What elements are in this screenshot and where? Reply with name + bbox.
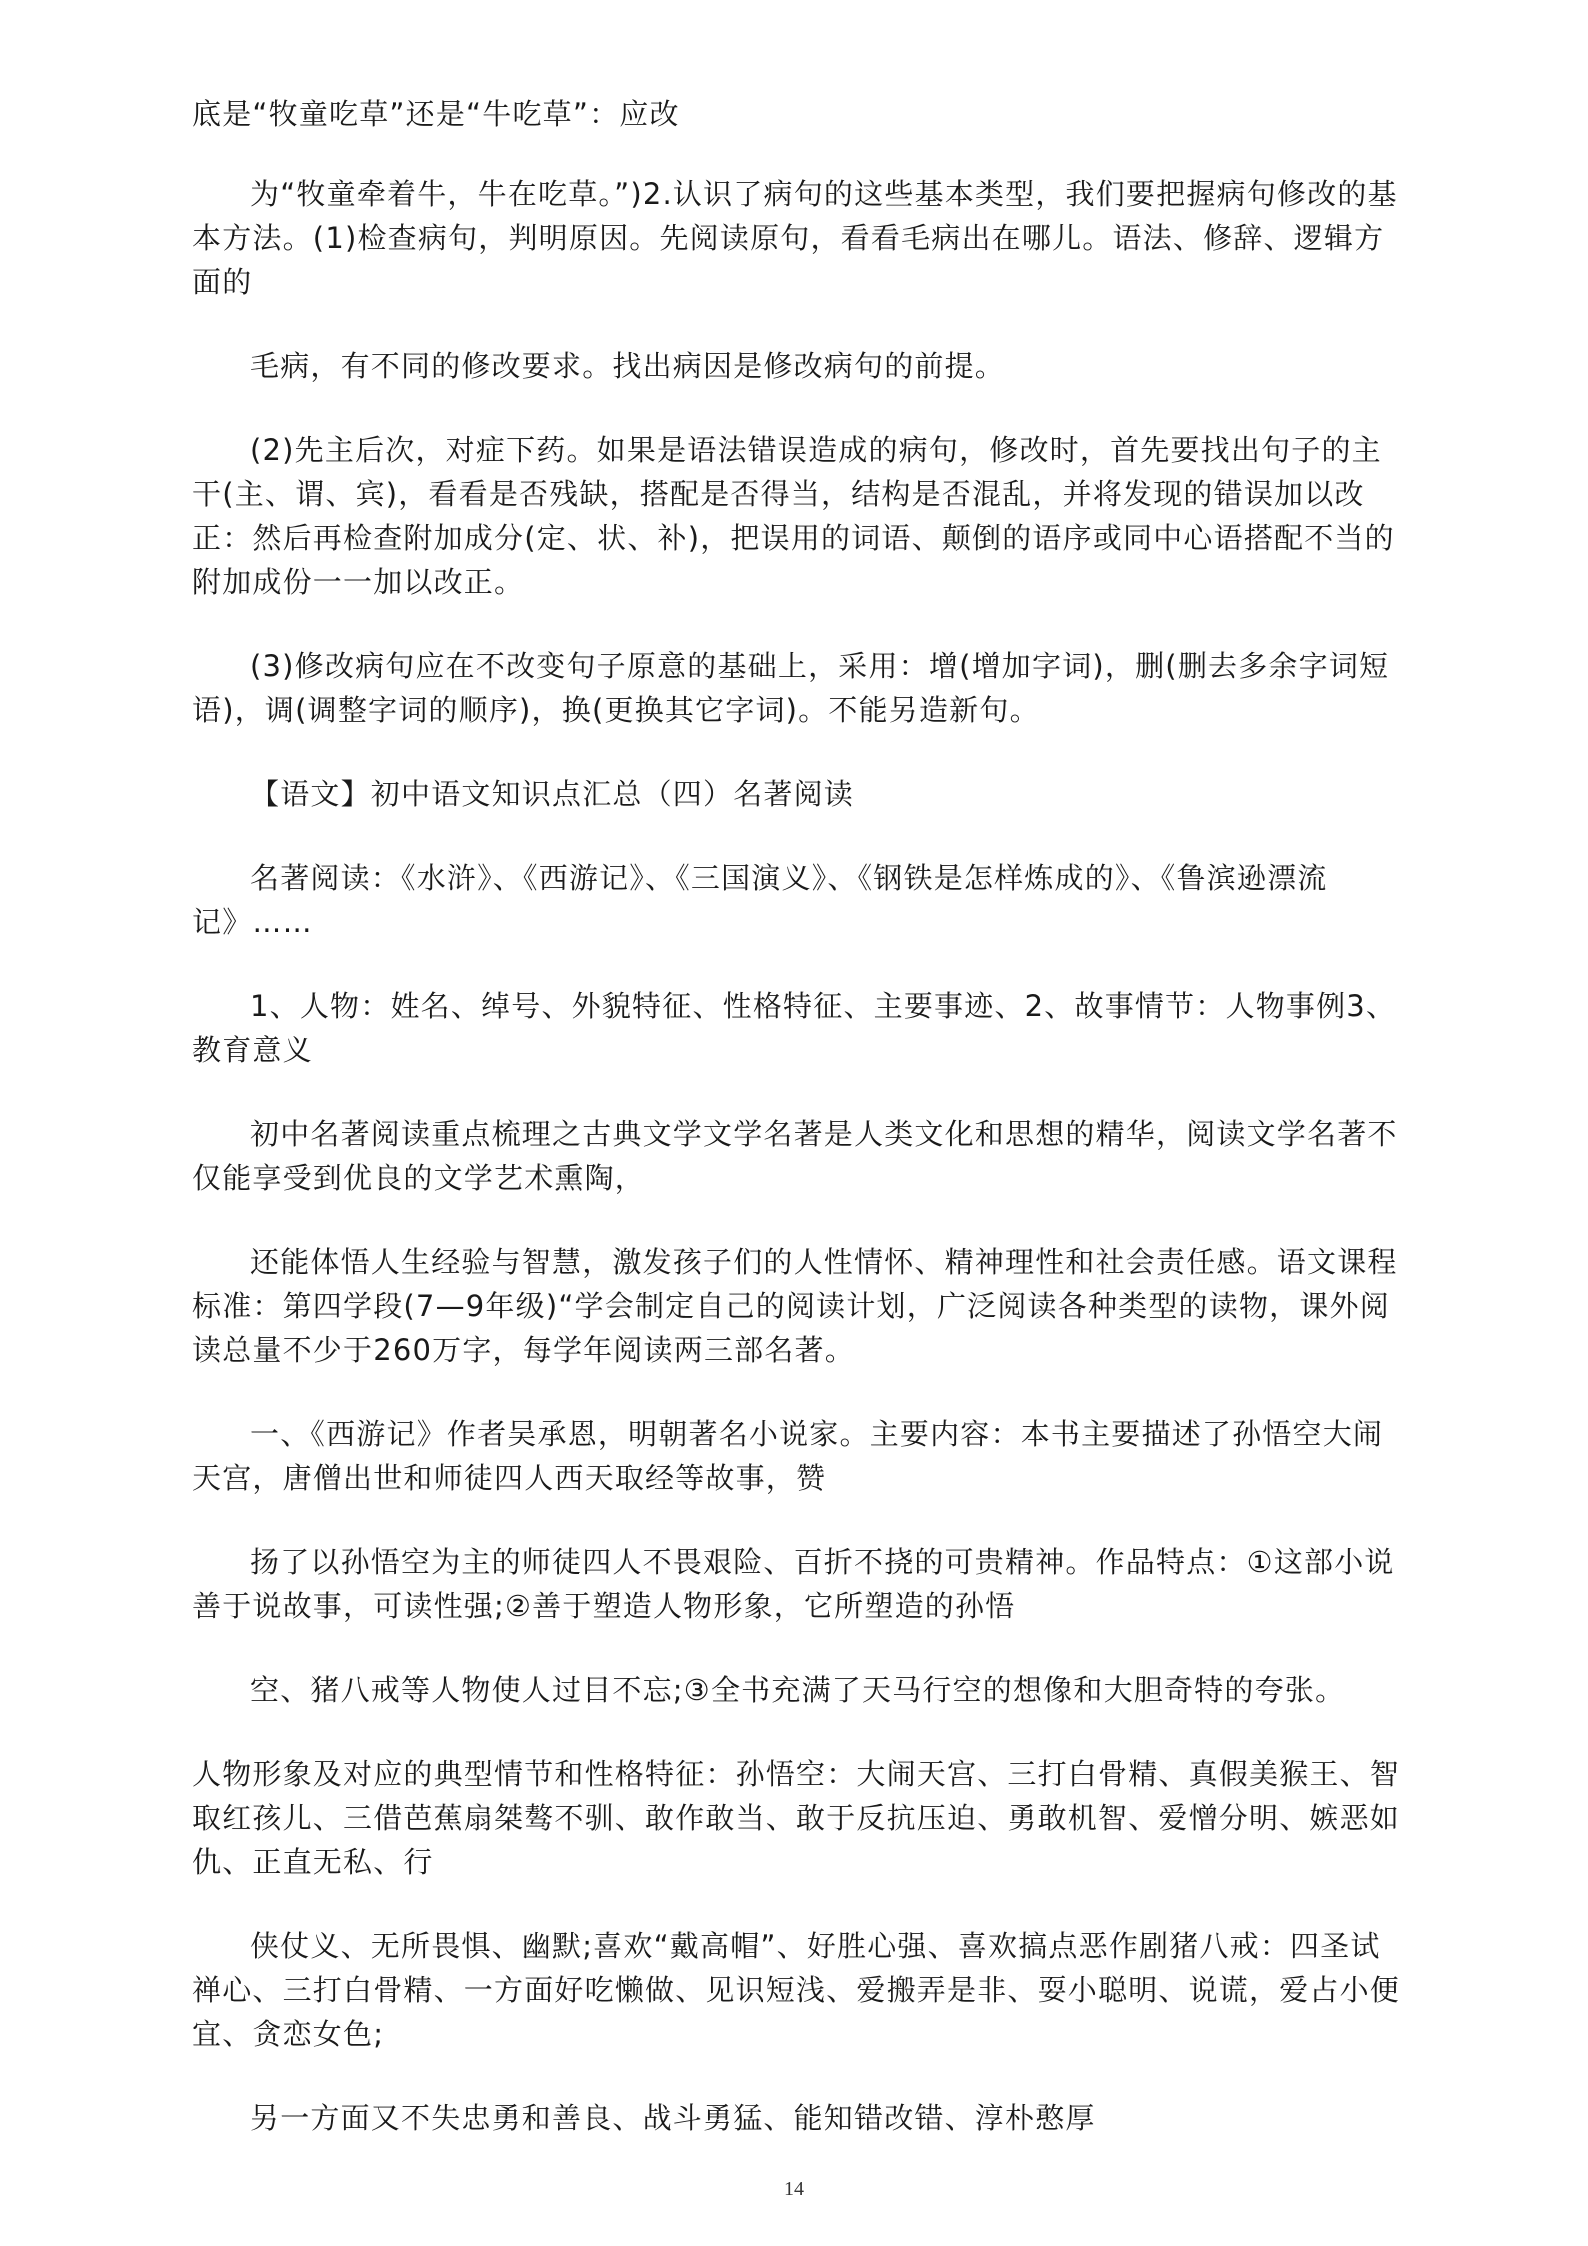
paragraph-8: 1、人物：姓名、绰号、外貌特征、性格特征、主要事迹、2、故事情节：人物事例3、教育意义: [192, 989, 1397, 1067]
paragraph-13: 空、猪八戒等人物使人过目不忘;③全书充满了天马行空的想像和大胆奇特的夸张。: [250, 1673, 1346, 1707]
page-number: 14: [784, 2178, 804, 2200]
paragraph-1: 底是“牧童吃草”还是“牛吃草”：应改: [192, 97, 680, 131]
paragraph-5: (3)修改病句应在不改变句子原意的基础上，采用：增(增加字词)，删(删去多余字词短语)，调(调整字词的顺序)，换(更换其它字词)。不能另造新句。: [192, 649, 1390, 727]
document-body: [192, 92, 1407, 2180]
paragraph-3: 毛病，有不同的修改要求。找出病因是修改病句的前提。: [250, 349, 1006, 383]
paragraph-9: 初中名著阅读重点梳理之古典文学文学名著是人类文化和思想的精华，阅读文学名著不仅能享受到优良的文学艺术熏陶，: [192, 1117, 1398, 1195]
paragraph-14: 人物形象及对应的典型情节和性格特征：孙悟空：大闹天宫、三打白骨精、真假美猴王、智取红孩儿、三借芭蕉扇桀骜不驯、敢作敢当、敢于反抗压迫、勇敢机智、爱憎分明、嫉恶如仇、正直无私、行: [192, 1757, 1401, 1879]
paragraph-2: 为“牧童牵着牛，牛在吃草。”)2.认识了病句的这些基本类型，我们要把握病句修改的基本方法。(1)检查病句，判明原因。先阅读原句，看看毛病出在哪儿。语法、修辞、逻辑方面的: [192, 177, 1398, 299]
paragraph-11: 一、《西游记》作者吴承恩，明朝著名小说家。主要内容：本书主要描述了孙悟空大闹天宫，唐僧出世和师徒四人西天取经等故事，赞: [192, 1417, 1384, 1495]
paragraph-12: 扬了以孙悟空为主的师徒四人不畏艰险、百折不挠的可贵精神。作品特点：①这部小说善于说故事，可读性强;②善于塑造人物形象，它所塑造的孙悟: [192, 1545, 1395, 1623]
paragraph-4: (2)先主后次，对症下药。如果是语法错误造成的病句，修改时，首先要找出句子的主干(主、谓、宾)，看看是否残缺，搭配是否得当，结构是否混乱，并将发现的错误加以改正：然后再检查附加成分(定、状、补)，把误用的词语、颠倒的语序或同中心语搭配不当的附加成份一一加以改正。: [192, 433, 1395, 599]
paragraph-16: 另一方面又不失忠勇和善良、战斗勇猛、能知错改错、淳朴憨厚: [250, 2101, 1096, 2135]
paragraph-7: 名著阅读：《水浒》、《西游记》、《三国演义》、《钢铁是怎样炼成的》、《鲁滨逊漂流记》……: [192, 861, 1328, 939]
paragraph-10: 还能体悟人生经验与智慧，激发孩子们的人性情怀、精神理性和社会责任感。语文课程标准：第四学段(7—9年级)“学会制定自己的阅读计划，广泛阅读各种类型的读物，课外阅读总量不少于260万字，每学年阅读两三部名著。: [192, 1245, 1398, 1367]
paragraph-15: 侠仗义、无所畏惧、幽默;喜欢“戴高帽”、好胜心强、喜欢搞点恶作剧猪八戒：四圣试禅心、三打白骨精、一方面好吃懒做、见识短浅、爱搬弄是非、耍小聪明、说谎，爱占小便宜、贪恋女色;: [192, 1929, 1401, 2051]
section-heading-mingzhu: 【语文】初中语文知识点汇总（四）名著阅读: [250, 777, 855, 811]
